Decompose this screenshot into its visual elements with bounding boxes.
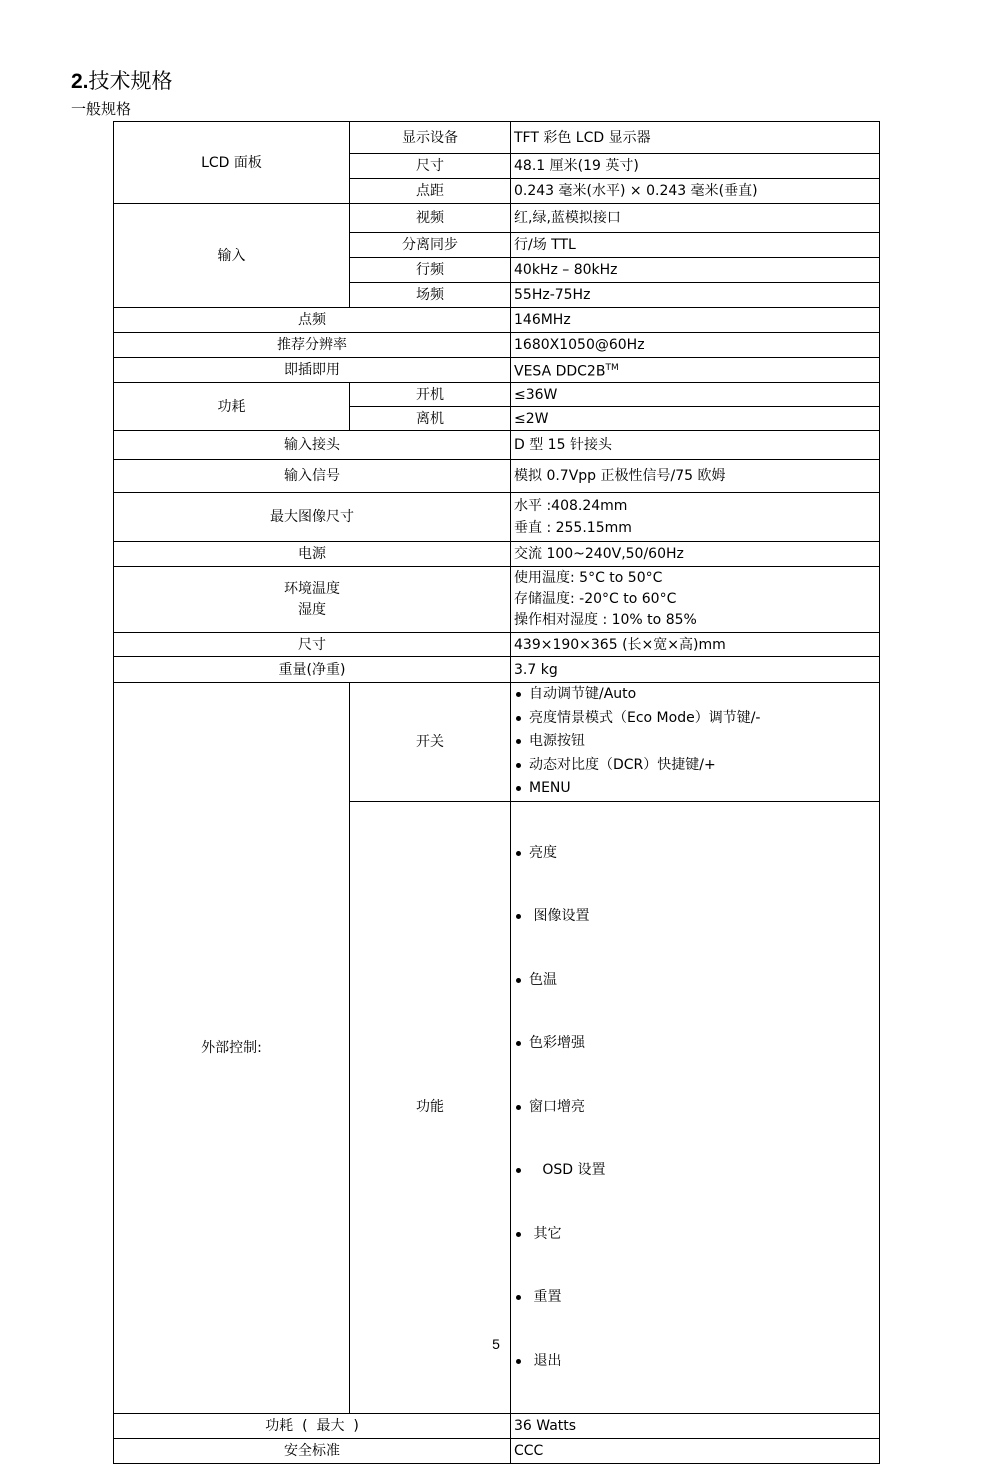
table-row (114, 333, 880, 358)
signal-label: 输入信号 (114, 460, 511, 493)
table-row (114, 204, 880, 233)
list-item: 自动调节键/Auto (514, 683, 876, 707)
sync-value: 行/场 TTL (511, 233, 880, 258)
list-item: 窗口增亮 (514, 1096, 876, 1120)
table-row (114, 1439, 880, 1464)
power-source-label: 电源 (114, 542, 511, 567)
table-row (114, 308, 880, 333)
table-row (114, 683, 880, 802)
list-item: 亮度 (514, 842, 876, 866)
page-number: 5 (492, 1336, 500, 1352)
switch-list (514, 683, 876, 801)
video-value: 红,绿,蓝模拟接口 (511, 204, 880, 233)
table-row (114, 383, 880, 407)
image-size-vertical: 垂直 : 255.15mm (514, 520, 632, 536)
power-source-value: 交流 100~240V,50/60Hz (511, 542, 880, 567)
function-label: 功能 (350, 801, 511, 1414)
dot-clock-label: 点频 (114, 308, 511, 333)
power-label: 功耗 (114, 383, 350, 431)
dot-pitch-label: 点距 (350, 179, 511, 204)
list-item: 退出 (514, 1350, 876, 1374)
humidity: 操作相对湿度 : 10% to 85% (514, 612, 697, 628)
table-row (114, 122, 880, 154)
environment-value (511, 567, 880, 633)
display-device-value: TFT 彩色 LCD 显示器 (511, 122, 880, 154)
list-item: 亮度情景模式（Eco Mode）调节键/- (514, 707, 876, 731)
input-label: 输入 (114, 204, 350, 308)
lcd-panel-label: LCD 面板 (114, 122, 350, 204)
power-off-value: ≤2W (511, 407, 880, 431)
table-row (114, 1414, 880, 1439)
environment-label (114, 567, 511, 633)
section-title: 技术规格 (88, 69, 173, 93)
image-size-value (511, 493, 880, 542)
image-size-horizontal: 水平 :408.24mm (514, 498, 628, 514)
section-heading (71, 68, 173, 95)
table-row (114, 358, 880, 383)
vfreq-value: 55Hz-75Hz (511, 283, 880, 308)
list-item: 色彩增强 (514, 1032, 876, 1056)
connector-value: D 型 15 针接头 (511, 431, 880, 460)
plug-play-label: 即插即用 (114, 358, 511, 383)
display-device-label: 显示设备 (350, 122, 511, 154)
table-row (114, 633, 880, 657)
safety-value: CCC (511, 1439, 880, 1464)
dimensions-value: 439×190×365 (长×宽×高)mm (511, 633, 880, 657)
table-row (114, 542, 880, 567)
max-power-label: 功耗 ( 最大 ) (114, 1414, 511, 1439)
resolution-label: 推荐分辨率 (114, 333, 511, 358)
size-label: 尺寸 (350, 154, 511, 179)
subsection-heading: 一般规格 (71, 100, 132, 118)
list-item: MENU (514, 777, 876, 801)
hfreq-value: 40kHz – 80kHz (511, 258, 880, 283)
section-number: 2. (71, 70, 89, 93)
weight-value: 3.7 kg (511, 657, 880, 683)
list-item: 重置 (514, 1286, 876, 1310)
weight-label: 重量(净重) (114, 657, 511, 683)
operating-temp: 使用温度: 5°C to 50°C (514, 570, 663, 586)
environment-label-humidity: 湿度 (298, 601, 326, 618)
function-list (514, 802, 876, 1414)
connector-label: 输入接头 (114, 431, 511, 460)
safety-label: 安全标准 (114, 1439, 511, 1464)
table-row (114, 567, 880, 633)
signal-value: 模拟 0.7Vpp 正极性信号/75 欧姆 (511, 460, 880, 493)
storage-temp: 存储温度: -20°C to 60°C (514, 591, 677, 607)
image-size-label: 最大图像尺寸 (114, 493, 511, 542)
table-row (114, 460, 880, 493)
list-item: 图像设置 (514, 905, 876, 929)
max-power-value: 36 Watts (511, 1414, 880, 1439)
resolution-value: 1680X1050@60Hz (511, 333, 880, 358)
list-item: OSD 设置 (514, 1159, 876, 1183)
list-item: 其它 (514, 1223, 876, 1247)
power-on-label: 开机 (350, 383, 511, 407)
switch-label: 开关 (350, 683, 511, 802)
hfreq-label: 行频 (350, 258, 511, 283)
function-items (511, 801, 880, 1414)
list-item: 色温 (514, 969, 876, 993)
list-item: 电源按钮 (514, 730, 876, 754)
video-label: 视频 (350, 204, 511, 233)
plug-play-text: VESA DDC2B (514, 363, 606, 380)
size-value: 48.1 厘米(19 英寸) (511, 154, 880, 179)
plug-play-value (511, 358, 880, 383)
sync-label: 分离同步 (350, 233, 511, 258)
dot-clock-value: 146MHz (511, 308, 880, 333)
power-on-value: ≤36W (511, 383, 880, 407)
environment-label-temp: 环境温度 (284, 580, 340, 597)
spec-table (113, 121, 880, 1464)
power-off-label: 离机 (350, 407, 511, 431)
dot-pitch-value: 0.243 毫米(水平) × 0.243 毫米(垂直) (511, 179, 880, 204)
trademark-sup: TM (605, 363, 619, 374)
table-row (114, 657, 880, 683)
table-row (114, 431, 880, 460)
dimensions-label: 尺寸 (114, 633, 511, 657)
vfreq-label: 场频 (350, 283, 511, 308)
list-item: 动态对比度（DCR）快捷键/+ (514, 754, 876, 778)
switch-items (511, 683, 880, 802)
table-row (114, 493, 880, 542)
controls-label: 外部控制: (114, 683, 350, 1414)
